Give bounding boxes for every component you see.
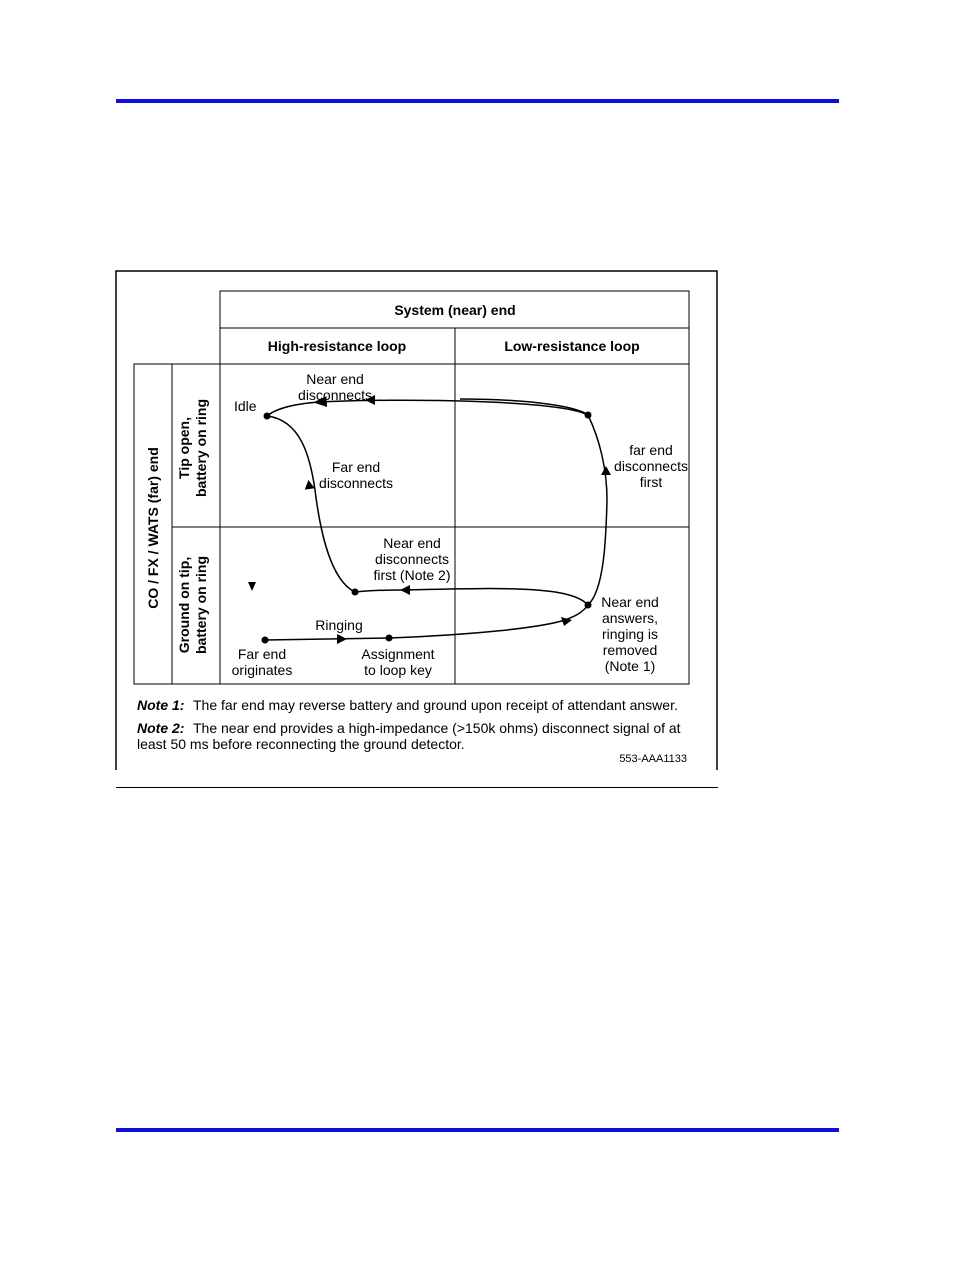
near-end-disconnects-label	[298, 371, 372, 403]
assignment-label	[361, 646, 434, 678]
svg-text:disconnects: disconnects	[614, 458, 688, 474]
far-end-disconnects-first-label	[614, 442, 688, 490]
svg-text:removed: removed	[602, 642, 658, 658]
note-1	[137, 697, 678, 713]
svg-text:Far end: Far end	[331, 459, 381, 475]
far-end-originates-label	[232, 646, 293, 678]
dot-low-top	[585, 412, 592, 419]
note-2-text-line1: The near end provides a high-impedance (>150k ohms) disconnect signal of at	[193, 720, 681, 736]
idle-label: Idle	[234, 398, 257, 414]
svg-text:first: first	[639, 474, 663, 490]
far-end-header: CO / FX / WATS (far) end	[145, 447, 161, 609]
figure-bottom-rule	[116, 787, 718, 788]
arrow-near-end-disconnects-first	[400, 585, 410, 595]
curve-near-end-disconnects-first	[355, 589, 588, 605]
near-end-disconnects-first-label	[373, 535, 450, 583]
stray-marker	[248, 582, 256, 591]
figure-id: 553-AAA1133	[619, 753, 687, 765]
svg-text:Near end: Near end	[383, 535, 441, 551]
dot-assignment	[386, 635, 393, 642]
ringing-label: Ringing	[315, 617, 363, 633]
svg-text:disconnects: disconnects	[298, 387, 372, 403]
svg-text:battery on ring: battery on ring	[193, 555, 209, 655]
dot-answer	[585, 602, 592, 609]
svg-text:originates: originates	[231, 662, 293, 678]
svg-text:Tip open,: Tip open,	[176, 417, 192, 479]
svg-text:Near end: Near end	[306, 371, 364, 387]
svg-text:(Note 1): (Note 1)	[604, 658, 656, 674]
arrowheads	[248, 395, 611, 644]
svg-text:disconnects: disconnects	[375, 551, 449, 567]
svg-text:Assignment: Assignment	[361, 646, 435, 662]
curve-assignment-to-answer	[389, 605, 588, 638]
svg-text:battery on ring: battery on ring	[193, 398, 209, 498]
svg-text:Ground on tip,: Ground on tip,	[176, 556, 192, 654]
bottom-blue-rule	[116, 1128, 839, 1132]
far-end-disconnects-label	[319, 459, 393, 491]
dot-idle	[264, 413, 271, 420]
row-ground-on-tip-label	[176, 556, 209, 654]
note-2-label: Note 2:	[137, 720, 185, 736]
note-1-label: Note 1:	[137, 697, 185, 713]
note-2-text-line2: least 50 ms before reconnecting the ground detector.	[137, 736, 465, 752]
high-resistance-header: High-resistance loop	[267, 338, 407, 354]
dot-far-end-originates	[262, 637, 269, 644]
svg-text:Far end: Far end	[237, 646, 287, 662]
svg-text:disconnects: disconnects	[319, 475, 393, 491]
system-end-header: System (near) end	[394, 302, 516, 318]
svg-text:Near end: Near end	[601, 594, 659, 610]
dot-near-disconnect-first	[352, 589, 359, 596]
svg-text:first (Note 2): first (Note 2)	[373, 567, 451, 583]
svg-text:to loop key: to loop key	[364, 662, 432, 678]
curve-far-end-disconnects	[267, 416, 355, 592]
curve-far-end-disconnects-first	[588, 415, 607, 605]
arrow-far-end-disconnects-first	[601, 466, 611, 475]
near-end-answers-label	[601, 594, 659, 674]
svg-text:far end: far end	[629, 442, 673, 458]
row-tip-open-label	[176, 399, 209, 497]
transition-curves	[265, 399, 607, 640]
svg-text:ringing is: ringing is	[601, 626, 659, 642]
arrow-ringing	[337, 634, 347, 644]
curve-far-end-originates	[265, 638, 389, 640]
note-1-text: The far end may reverse battery and ground upon receipt of attendant answer.	[193, 697, 678, 713]
note-2	[137, 720, 681, 752]
low-resistance-header: Low-resistance loop	[504, 338, 640, 354]
svg-text:answers,: answers,	[601, 610, 659, 626]
